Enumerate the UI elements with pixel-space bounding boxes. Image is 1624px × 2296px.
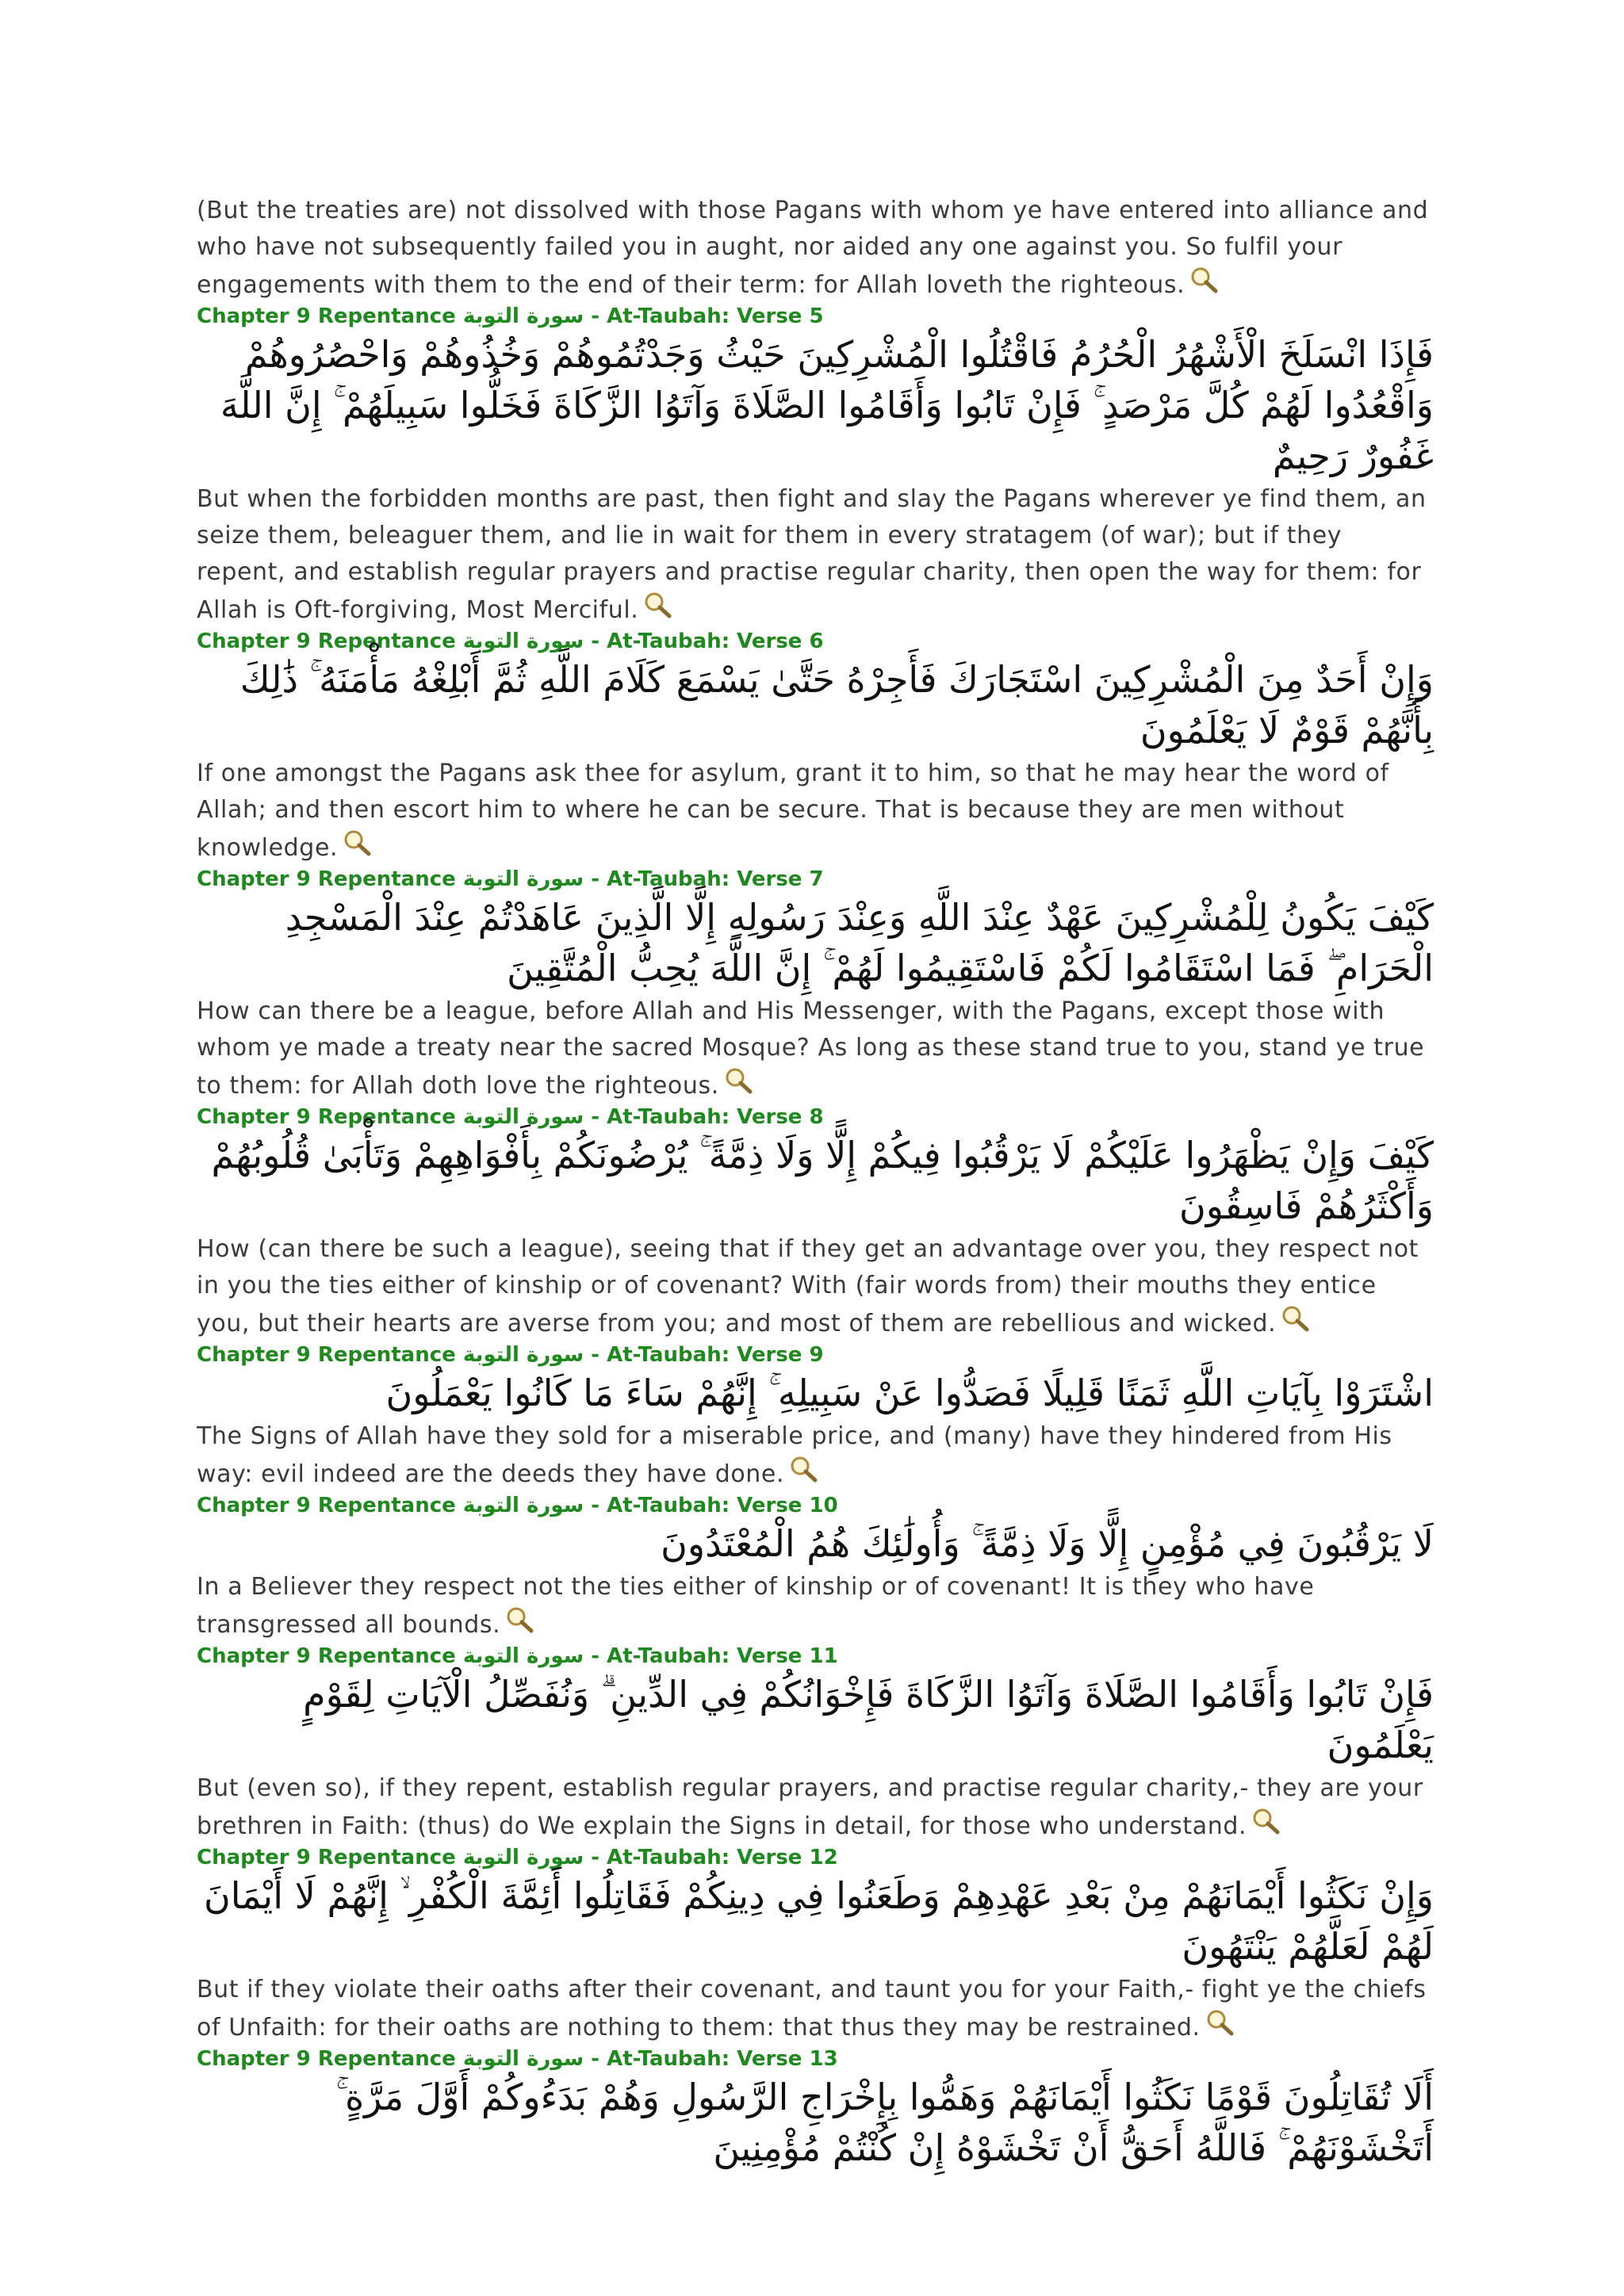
verse-translation: In a Believer they respect not the ties either of kinship or of covenant! It is they who have transgressed all bounds. bbox=[197, 1573, 1315, 1639]
verse-list bbox=[197, 193, 1434, 2173]
verse-translation: How can there be a league, before Allah and His Messenger, with the Pagans, except those with whom ye made a treaty near the sacred Mosque? As long as these stand true to you, stand ye true to them: for Allah doth love the righteous. bbox=[197, 997, 1425, 1100]
magnifier-icon[interactable] bbox=[1204, 2008, 1235, 2037]
verse-translation: If one amongst the Pagans ask thee for asylum, grant it to him, so that he may hear the word of Allah; and then escort him to where he can be secure. That is because they are men without knowledge. bbox=[197, 760, 1389, 862]
magnifier-icon[interactable] bbox=[341, 828, 373, 857]
verse-block bbox=[197, 1342, 1434, 1493]
magnifier-icon[interactable] bbox=[642, 591, 673, 619]
verse-block bbox=[197, 629, 1434, 867]
arabic-verse-text: لَا يَرْقُبُونَ فِي مُؤْمِنٍ إِلًّا وَلَا ذِمَّةً ۚ وَأُولَٰئِكَ هُمُ الْمُعْتَدُونَ bbox=[661, 1522, 1434, 1565]
magnifier-icon[interactable] bbox=[787, 1455, 819, 1483]
verse-block bbox=[197, 1104, 1434, 1342]
verse-heading[interactable]: Chapter 9 Repentance سورة التوبة - At-Taubah: Verse 11 bbox=[197, 1644, 838, 1668]
magnifier-icon[interactable] bbox=[1188, 266, 1220, 294]
arabic-verse-text: فَإِذَا انْسَلَخَ الْأَشْهُرُ الْحُرُمُ فَاقْتُلُوا الْمُشْرِكِينَ حَيْثُ وَجَدْتُمُوهُمْ وَخُذُوهُمْ وَاحْصُرُوهُمْ وَاقْعُدُوا لَهُمْ كُلَّ مَرْصَدٍ ۚ فَإِنْ تَابُوا وَأَقَامُوا الصَّلَاةَ وَآتَوُا الزَّكَاةَ فَخَلُّوا سَبِيلَهُمْ ۚ إِنَّ اللَّهَ غَفُورٌ رَحِيمٌ bbox=[220, 333, 1434, 477]
verse-translation: But if they violate their oaths after their covenant, and taunt you for your Faith,- fight ye the chiefs of Unfaith: for their oaths are nothing to them: that thus they may be restrained. bbox=[197, 1976, 1427, 2042]
verse-heading[interactable]: Chapter 9 Repentance سورة التوبة - At-Taubah: Verse 6 bbox=[197, 629, 824, 653]
verse-heading[interactable]: Chapter 9 Repentance سورة التوبة - At-Taubah: Verse 7 bbox=[197, 867, 824, 891]
verse-heading[interactable]: Chapter 9 Repentance سورة التوبة - At-Taubah: Verse 10 bbox=[197, 1494, 838, 1517]
verse-block bbox=[197, 304, 1434, 629]
magnifier-icon[interactable] bbox=[1279, 1304, 1311, 1333]
arabic-verse-text: فَإِنْ تَابُوا وَأَقَامُوا الصَّلَاةَ وَآتَوُا الزَّكَاةَ فَإِخْوَانُكُمْ فِي الدِّينِ ۗ وَنُفَصِّلُ الْآيَاتِ لِقَوْمٍ يَعْلَمُونَ bbox=[303, 1673, 1434, 1766]
verse-block bbox=[197, 1493, 1434, 1644]
arabic-verse-text: أَلَا تُقَاتِلُونَ قَوْمًا نَكَثُوا أَيْمَانَهُمْ وَهَمُّوا بِإِخْرَاجِ الرَّسُولِ وَهُمْ بَدَءُوكُمْ أَوَّلَ مَرَّةٍ ۚ أَتَخْشَوْنَهُمْ ۚ فَاللَّهُ أَحَقُّ أَنْ تَخْشَوْهُ إِنْ كُنْتُمْ مُؤْمِنِينَ bbox=[335, 2076, 1434, 2169]
translation-verse-4: (But the treaties are) not dissolved with those Pagans with whom ye have entered into alliance and who have not subsequently failed you in aught, nor aided any one against you. So fulfil your engagements with them to the end of their term: for Allah loveth the righteous. bbox=[197, 197, 1429, 299]
verse-translation: But when the forbidden months are past, then fight and slay the Pagans wherever ye find them, an seize them, beleaguer them, and lie in wait for them in every stratagem (of war); but if they repent, and establish regular prayers and practise regular charity, then open the way for them: for Allah is Oft-forgiving, Most Merciful. bbox=[197, 485, 1427, 624]
arabic-verse-text: كَيْفَ يَكُونُ لِلْمُشْرِكِينَ عَهْدٌ عِنْدَ اللَّهِ وَعِنْدَ رَسُولِهِ إِلَّا الَّذِينَ عَاهَدْتُمْ عِنْدَ الْمَسْجِدِ الْحَرَامِ ۖ فَمَا اسْتَقَامُوا لَكُمْ فَاسْتَقِيمُوا لَهُمْ ۚ إِنَّ اللَّهَ يُحِبُّ الْمُتَّقِينَ bbox=[285, 896, 1434, 989]
verse-heading[interactable]: Chapter 9 Repentance سورة التوبة - At-Taubah: Verse 12 bbox=[197, 1846, 838, 1869]
magnifier-icon[interactable] bbox=[504, 1605, 535, 1634]
verse-block bbox=[197, 1845, 1434, 2046]
verse-block bbox=[197, 1644, 1434, 1845]
arabic-verse-text: وَإِنْ نَكَثُوا أَيْمَانَهُمْ مِنْ بَعْدِ عَهْدِهِمْ وَطَعَنُوا فِي دِينِكُمْ فَقَاتِلُوا أَئِمَّةَ الْكُفْرِ ۙ إِنَّهُمْ لَا أَيْمَانَ لَهُمْ لَعَلَّهُمْ يَنْتَهُونَ bbox=[204, 1874, 1434, 1968]
verse-translation: How (can there be such a league), seeing that if they get an advantage over you, they respect not in you the ties either of kinship or of covenant? With (fair words from) their mouths they entice you, but their hearts are averse from you; and most of them are rebellious and wicked. bbox=[197, 1235, 1419, 1337]
verse-heading[interactable]: Chapter 9 Repentance سورة التوبة - At-Taubah: Verse 13 bbox=[197, 2047, 838, 2071]
magnifier-icon[interactable] bbox=[722, 1066, 754, 1095]
verse-block bbox=[197, 867, 1434, 1104]
verse-translation: But (even so), if they repent, establish regular prayers, and practise regular charity,- they are your brethren in Faith: (thus) do We explain the Signs in detail, for those who understand. bbox=[197, 1774, 1423, 1840]
verse-block bbox=[197, 2046, 1434, 2173]
arabic-verse-text: اشْتَرَوْا بِآيَاتِ اللَّهِ ثَمَنًا قَلِيلًا فَصَدُّوا عَنْ سَبِيلِهِ ۚ إِنَّهُمْ سَاءَ مَا كَانُوا يَعْمَلُونَ bbox=[385, 1372, 1434, 1414]
verse-heading[interactable]: Chapter 9 Repentance سورة التوبة - At-Taubah: Verse 9 bbox=[197, 1343, 824, 1367]
magnifier-icon[interactable] bbox=[1250, 1807, 1281, 1835]
verse-translation: The Signs of Allah have they sold for a miserable price, and (many) have they hindered from His way: evil indeed are the deeds they have done. bbox=[197, 1422, 1392, 1488]
arabic-verse-text: كَيْفَ وَإِنْ يَظْهَرُوا عَلَيْكُمْ لَا يَرْقُبُوا فِيكُمْ إِلًّا وَلَا ذِمَّةً ۚ يُرْضُونَكُمْ بِأَفْوَاهِهِمْ وَتَأْبَىٰ قُلُوبُهُمْ وَأَكْثَرُهُمْ فَاسِقُونَ bbox=[211, 1134, 1434, 1227]
arabic-verse-text: وَإِنْ أَحَدٌ مِنَ الْمُشْرِكِينَ اسْتَجَارَكَ فَأَجِرْهُ حَتَّىٰ يَسْمَعَ كَلَامَ اللَّهِ ثُمَّ أَبْلِغْهُ مَأْمَنَهُ ۚ ذَٰلِكَ بِأَنَّهُمْ قَوْمٌ لَا يَعْلَمُونَ bbox=[239, 658, 1434, 752]
verse-heading[interactable]: Chapter 9 Repentance سورة التوبة - At-Taubah: Verse 8 bbox=[197, 1105, 824, 1129]
verse-heading[interactable]: Chapter 9 Repentance سورة التوبة - At-Taubah: Verse 5 bbox=[197, 304, 824, 328]
